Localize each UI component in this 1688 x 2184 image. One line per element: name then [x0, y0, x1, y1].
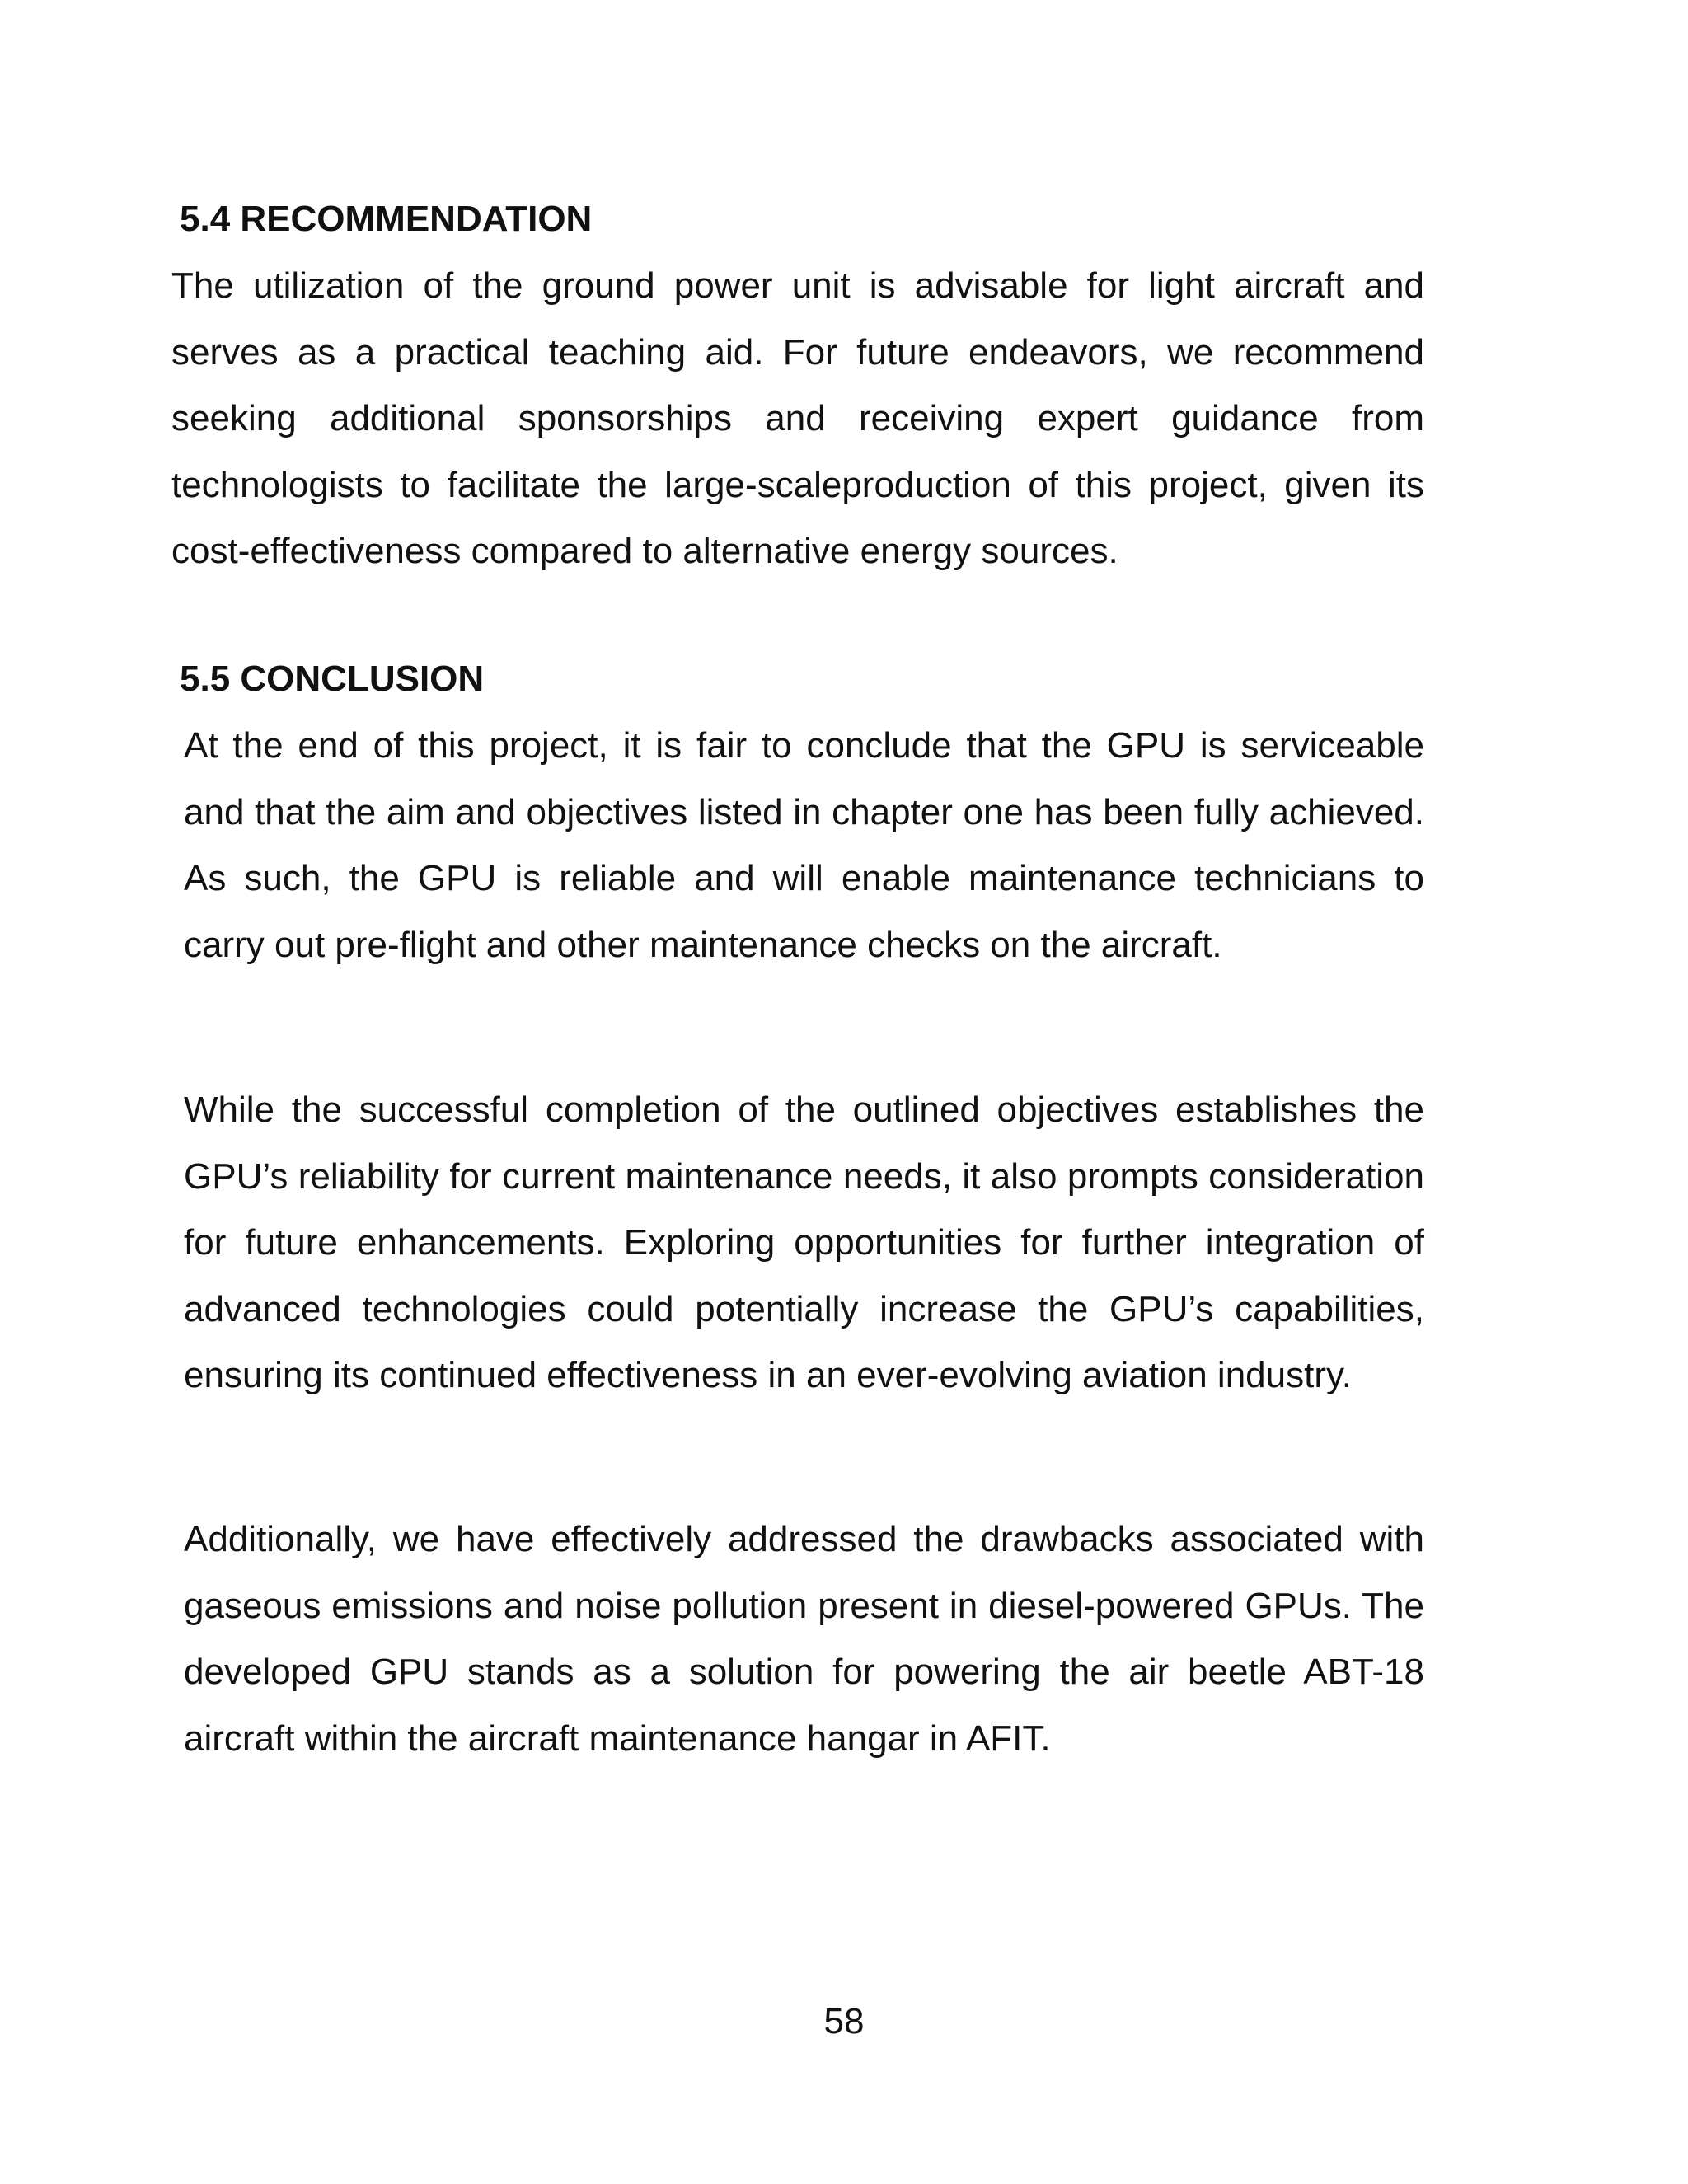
section-heading-conclusion: 5.5 CONCLUSION [180, 658, 485, 699]
conclusion-paragraph-1: At the end of this project, it is fair to conclude that the GPU is serviceable and that the aim and objectives listed in chapter one has been fully achieved. As such, the GPU is reliable and will enable maintenance technicians to carry out pre-flight and other maintenance checks on the aircraft. [184, 725, 1424, 965]
section-heading-recommendation: 5.4 RECOMMENDATION [180, 199, 593, 239]
conclusion-paragraph-3: Additionally, we have effectively addressed the drawbacks associated with gaseous emissions and noise pollution present in diesel-powered GPUs. The developed GPU stands as a solution for powering the air beetle ABT-18 aircraft within the aircraft maintenance hangar in AFIT. [184, 1519, 1424, 1759]
recommendation-paragraph: The utilization of the ground power unit is advisable for light aircraft and serves as a practical teaching aid. For future endeavors, we recommend seeking additional sponsorships and receiving expert guidance from technologists to facilitate the large-scaleproduction of this project, given its cost-effectiveness compared to alternative energy sources. [171, 265, 1424, 571]
conclusion-paragraph-2: While the successful completion of the outlined objectives establishes the GPU’s reliability for current maintenance needs, it also prompts consideration for future enhancements. Exploring opportunities for further integration of advanced technologies could potentially increase the GPU’s capabilities, ensuring its continued effectiveness in an ever-evolving aviation industry. [184, 1090, 1424, 1395]
page-number: 58 [823, 2001, 865, 2041]
